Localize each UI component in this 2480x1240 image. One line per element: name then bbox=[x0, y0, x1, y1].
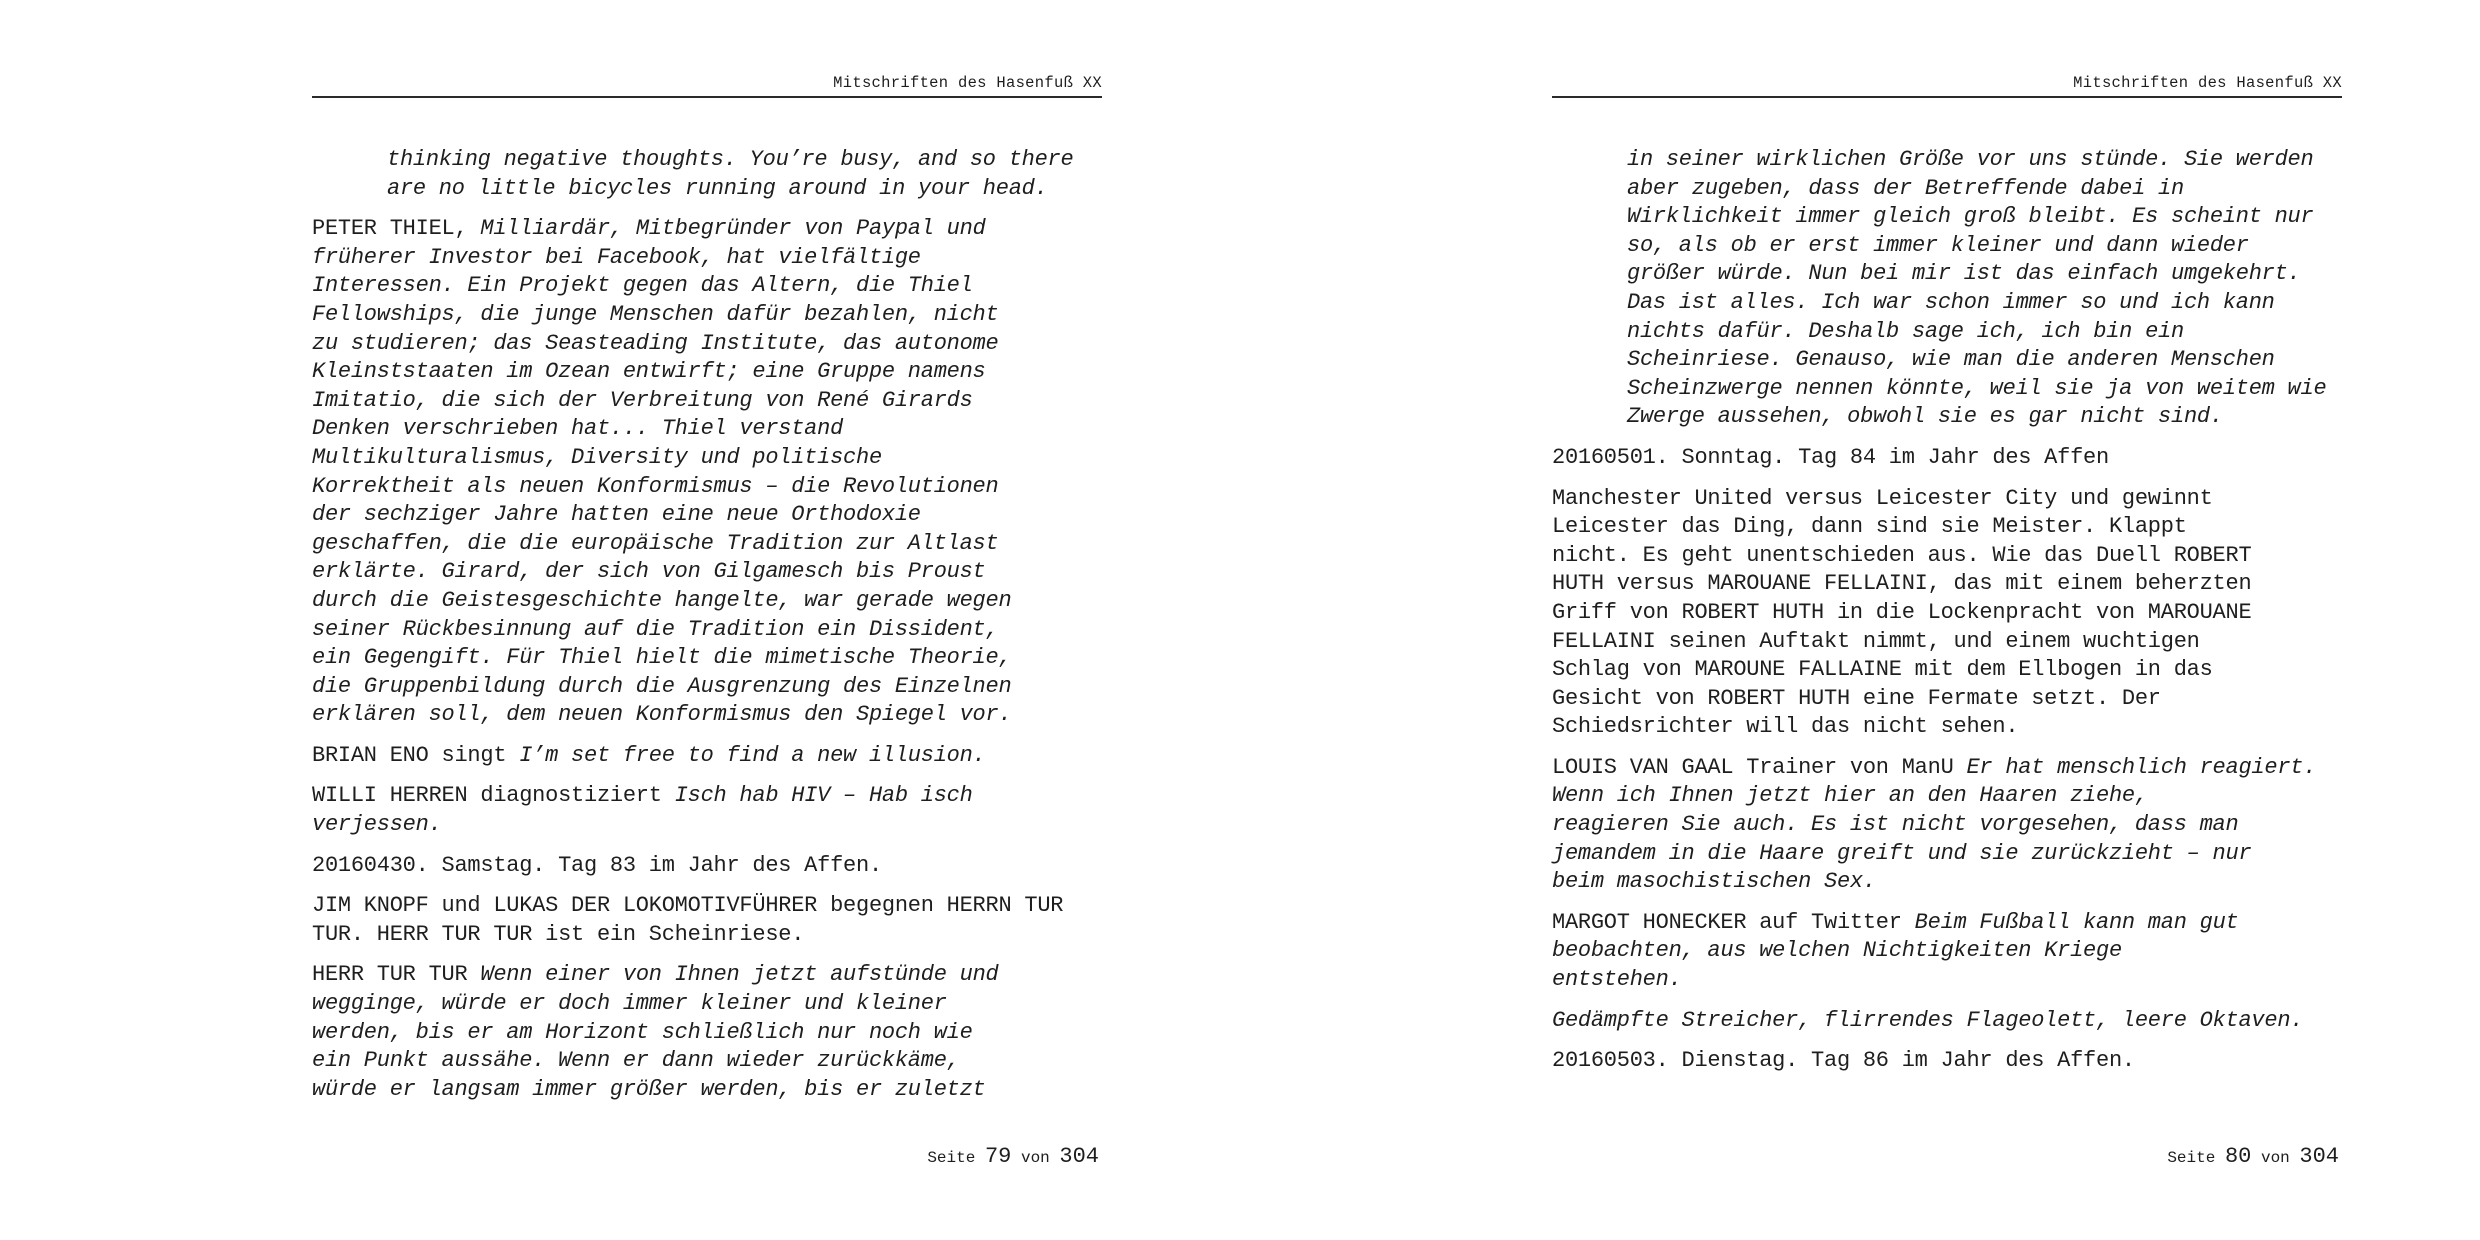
italic-text: ein Punkt aussähe. Wenn er dann wieder zurückkäme, bbox=[312, 1048, 960, 1074]
header-rule bbox=[1552, 96, 2342, 98]
text-line bbox=[1627, 346, 2342, 375]
page-body bbox=[312, 146, 1102, 1116]
italic-text: geschaffen, die die europäische Tradition zur Altlast bbox=[312, 530, 999, 556]
text-line bbox=[1552, 811, 2342, 840]
text-line bbox=[312, 673, 1102, 702]
text-run: 20160501. Sonntag. Tag 84 im Jahr des Affen bbox=[1552, 444, 2109, 470]
italic-text: Er hat menschlich reagiert. bbox=[1966, 754, 2317, 780]
paragraph bbox=[312, 961, 1102, 1104]
italic-text: Wenn ich Ihnen jetzt hier an den Haaren ziehe, bbox=[1552, 783, 2148, 809]
italic-text: durch die Geistesgeschichte hangelte, war gerade wegen bbox=[312, 587, 1012, 613]
page-total: 304 bbox=[1059, 1144, 1099, 1169]
italic-text: entstehen. bbox=[1552, 967, 1682, 993]
italic-text: seiner Rückbesinnung auf die Tradition ein Dissident, bbox=[312, 616, 999, 642]
text-line bbox=[1552, 713, 2342, 742]
paragraph bbox=[1552, 1047, 2342, 1076]
italic-text: Korrektheit als neuen Konformismus – die Revolutionen bbox=[312, 473, 999, 499]
left-page bbox=[312, 0, 1102, 1240]
footer-seite: Seite bbox=[2167, 1149, 2216, 1167]
text-run: WILLI HERREN diagnostiziert bbox=[312, 783, 675, 809]
text-run: Schlag von MAROUNE FALLAINE mit dem Ellbogen in das bbox=[1552, 657, 2213, 683]
text-line bbox=[1552, 513, 2342, 542]
right-page bbox=[1552, 0, 2342, 1240]
italic-text: Interessen. Ein Projekt gegen das Altern, die Thiel bbox=[312, 273, 973, 299]
text-line bbox=[1627, 260, 2342, 289]
italic-text: der sechziger Jahre hatten eine neue Orthodoxie bbox=[312, 502, 921, 528]
text-line bbox=[312, 852, 1102, 881]
italic-text: Zwerge aussehen, obwohl sie es gar nicht sind. bbox=[1627, 404, 2223, 430]
italic-text: jemandem in die Haare greift und sie zurückzieht – nur bbox=[1552, 840, 2252, 866]
italic-text: würde er langsam immer größer werden, bis er zuletzt bbox=[312, 1076, 986, 1102]
text-line bbox=[1552, 840, 2342, 869]
footer-von: von bbox=[2260, 1149, 2290, 1167]
italic-text: Scheinzwerge nennen könnte, weil sie ja von weitem wie bbox=[1627, 375, 2327, 401]
text-line bbox=[1627, 175, 2342, 204]
paragraph bbox=[1552, 1007, 2342, 1036]
italic-text: I’m set free to find a new illusion. bbox=[519, 742, 986, 768]
text-line bbox=[1552, 628, 2342, 657]
text-line bbox=[312, 530, 1102, 559]
text-line bbox=[1552, 570, 2342, 599]
text-run: 20160430. Samstag. Tag 83 im Jahr des Affen. bbox=[312, 852, 882, 878]
header-rule bbox=[312, 96, 1102, 98]
text-line bbox=[1552, 868, 2342, 897]
italic-text: nichts dafür. Deshalb sage ich, ich bin ein bbox=[1627, 318, 2184, 344]
italic-text: Denken verschrieben hat... Thiel verstand bbox=[312, 416, 844, 442]
text-line bbox=[312, 215, 1102, 244]
paragraph bbox=[1552, 485, 2342, 742]
page-number: 79 bbox=[984, 1144, 1012, 1169]
text-line bbox=[312, 301, 1102, 330]
text-line bbox=[387, 175, 1102, 204]
text-line bbox=[1552, 685, 2342, 714]
text-line bbox=[312, 644, 1102, 673]
text-line bbox=[312, 358, 1102, 387]
text-line bbox=[312, 701, 1102, 730]
italic-text: erklären soll, dem neuen Konformismus den Spiegel vor. bbox=[312, 702, 1012, 728]
text-line bbox=[1552, 542, 2342, 571]
paragraph bbox=[1552, 754, 2342, 897]
text-line bbox=[312, 415, 1102, 444]
text-line bbox=[387, 146, 1102, 175]
text-run: 20160503. Dienstag. Tag 86 im Jahr des Affen. bbox=[1552, 1048, 2135, 1074]
italic-text: aber zugeben, dass der Betreffende dabei in bbox=[1627, 175, 2184, 201]
footer-von: von bbox=[1020, 1149, 1050, 1167]
paragraph bbox=[312, 215, 1102, 730]
text-run: JIM KNOPF und LUKAS DER LOKOMOTIVFÜHRER begegnen HERRN TUR bbox=[312, 893, 1064, 919]
text-line bbox=[312, 892, 1102, 921]
text-run: MARGOT HONECKER auf Twitter bbox=[1552, 909, 1915, 935]
text-line bbox=[1552, 937, 2342, 966]
text-line bbox=[312, 387, 1102, 416]
text-line bbox=[312, 961, 1102, 990]
text-line bbox=[312, 1047, 1102, 1076]
paragraph bbox=[1552, 909, 2342, 995]
paragraph bbox=[1552, 444, 2342, 473]
paragraph bbox=[312, 742, 1102, 771]
italic-text: are no little bicycles running around in your head. bbox=[387, 175, 1048, 201]
text-line bbox=[1552, 966, 2342, 995]
text-line bbox=[1552, 599, 2342, 628]
text-line bbox=[312, 782, 1102, 811]
text-line bbox=[1627, 289, 2342, 318]
text-line bbox=[312, 921, 1102, 950]
italic-text: Scheinriese. Genauso, wie man die anderen Menschen bbox=[1627, 347, 2275, 373]
text-run: nicht. Es geht unentschieden aus. Wie das Duell ROBERT bbox=[1552, 542, 2252, 568]
footer-seite: Seite bbox=[927, 1149, 976, 1167]
italic-text: reagieren Sie auch. Es ist nicht vorgesehen, dass man bbox=[1552, 812, 2239, 838]
italic-text: Wirklichkeit immer gleich groß bleibt. Es scheint nur bbox=[1627, 204, 2314, 230]
text-line bbox=[1552, 754, 2342, 783]
paragraph bbox=[1552, 146, 2342, 432]
italic-text: Wenn einer von Ihnen jetzt aufstünde und bbox=[480, 962, 999, 988]
italic-text: so, als ob er erst immer kleiner und dann wieder bbox=[1627, 232, 2249, 258]
italic-text: Milliardär, Mitbegründer von Paypal und bbox=[480, 216, 986, 242]
text-line bbox=[312, 1076, 1102, 1105]
text-line bbox=[1627, 375, 2342, 404]
text-line bbox=[1627, 232, 2342, 261]
text-line bbox=[312, 616, 1102, 645]
text-line bbox=[1552, 1007, 2342, 1036]
text-line bbox=[312, 587, 1102, 616]
page-footer bbox=[927, 1143, 1099, 1172]
text-line bbox=[312, 742, 1102, 771]
paragraph bbox=[312, 892, 1102, 949]
italic-text: erklärte. Girard, der sich von Gilgamesch bis Proust bbox=[312, 559, 986, 585]
text-line bbox=[1552, 485, 2342, 514]
italic-text: die Gruppenbildung durch die Ausgrenzung des Einzelnen bbox=[312, 673, 1012, 699]
italic-text: werden, bis er am Horizont schließlich nur noch wie bbox=[312, 1019, 973, 1045]
paragraph bbox=[312, 852, 1102, 881]
text-line bbox=[1552, 782, 2342, 811]
text-run: Gesicht von ROBERT HUTH eine Fermate setzt. Der bbox=[1552, 685, 2161, 711]
italic-text: Beim Fußball kann man gut bbox=[1914, 909, 2239, 935]
text-run: Griff von ROBERT HUTH in die Lockenpracht von MAROUANE bbox=[1552, 599, 2252, 625]
text-line bbox=[312, 811, 1102, 840]
italic-text: Gedämpfte Streicher, flirrendes Flageolett, leere Oktaven. bbox=[1552, 1007, 2304, 1033]
italic-text: wegginge, würde er doch immer kleiner und kleiner bbox=[312, 991, 947, 1017]
text-line bbox=[1552, 909, 2342, 938]
running-header: Mitschriften des Hasenfuß XX bbox=[2073, 74, 2342, 92]
italic-text: in seiner wirklichen Größe vor uns stünde. Sie werden bbox=[1627, 147, 2314, 172]
italic-text: beobachten, aus welchen Nichtigkeiten Kriege bbox=[1552, 938, 2122, 964]
text-line bbox=[312, 444, 1102, 473]
text-line bbox=[1627, 403, 2342, 432]
text-line bbox=[1552, 1047, 2342, 1076]
italic-text: Das ist alles. Ich war schon immer so und ich kann bbox=[1627, 289, 2275, 315]
text-run: TUR. HERR TUR TUR ist ein Scheinriese. bbox=[312, 921, 805, 947]
text-line bbox=[1627, 203, 2342, 232]
italic-text: Isch hab HIV – Hab isch bbox=[674, 783, 973, 809]
text-line bbox=[1552, 444, 2342, 473]
paragraph bbox=[312, 146, 1102, 203]
text-run: Leicester das Ding, dann sind sie Meister. Klappt bbox=[1552, 514, 2187, 540]
italic-text: beim masochistischen Sex. bbox=[1552, 869, 1876, 895]
italic-text: ein Gegengift. Für Thiel hielt die mimetische Theorie, bbox=[312, 645, 1012, 671]
italic-text: Imitatio, die sich der Verbreitung von René Girards bbox=[312, 387, 973, 413]
text-line bbox=[312, 1019, 1102, 1048]
page-footer bbox=[2167, 1143, 2339, 1172]
text-line bbox=[312, 272, 1102, 301]
text-run: PETER THIEL, bbox=[312, 216, 481, 242]
running-header: Mitschriften des Hasenfuß XX bbox=[833, 74, 1102, 92]
text-line bbox=[312, 558, 1102, 587]
text-line bbox=[1627, 318, 2342, 347]
text-run: HUTH versus MAROUANE FELLAINI, das mit einem beherzten bbox=[1552, 571, 2252, 597]
text-line bbox=[1627, 146, 2342, 175]
italic-text: thinking negative thoughts. You’re busy, and so there bbox=[387, 147, 1074, 172]
text-run: BRIAN ENO singt bbox=[312, 742, 520, 768]
text-line bbox=[312, 990, 1102, 1019]
text-run: LOUIS VAN GAAL Trainer von ManU bbox=[1552, 754, 1967, 780]
italic-text: verjessen. bbox=[312, 812, 442, 838]
text-line bbox=[312, 330, 1102, 359]
text-line bbox=[312, 244, 1102, 273]
italic-text: zu studieren; das Seasteading Institute, das autonome bbox=[312, 330, 999, 356]
text-run: Manchester United versus Leicester City und gewinnt bbox=[1552, 485, 2213, 511]
text-line bbox=[312, 473, 1102, 502]
text-run: FELLAINI seinen Auftakt nimmt, und einem wuchtigen bbox=[1552, 628, 2200, 654]
page-body bbox=[1552, 146, 2342, 1088]
italic-text: größer würde. Nun bei mir ist das einfach umgekehrt. bbox=[1627, 261, 2301, 287]
page-number: 80 bbox=[2224, 1144, 2252, 1169]
italic-text: Multikulturalismus, Diversity und politische bbox=[312, 444, 882, 470]
text-run: Schiedsrichter will das nicht sehen. bbox=[1552, 714, 2019, 740]
page-total: 304 bbox=[2299, 1144, 2339, 1169]
italic-text: Kleinststaaten im Ozean entwirft; eine Gruppe namens bbox=[312, 359, 986, 385]
paragraph bbox=[312, 782, 1102, 839]
text-line bbox=[1552, 656, 2342, 685]
italic-text: Fellowships, die junge Menschen dafür bezahlen, nicht bbox=[312, 301, 999, 327]
italic-text: früherer Investor bei Facebook, hat vielfältige bbox=[312, 244, 921, 270]
text-line bbox=[312, 501, 1102, 530]
text-run: HERR TUR TUR bbox=[312, 962, 481, 988]
